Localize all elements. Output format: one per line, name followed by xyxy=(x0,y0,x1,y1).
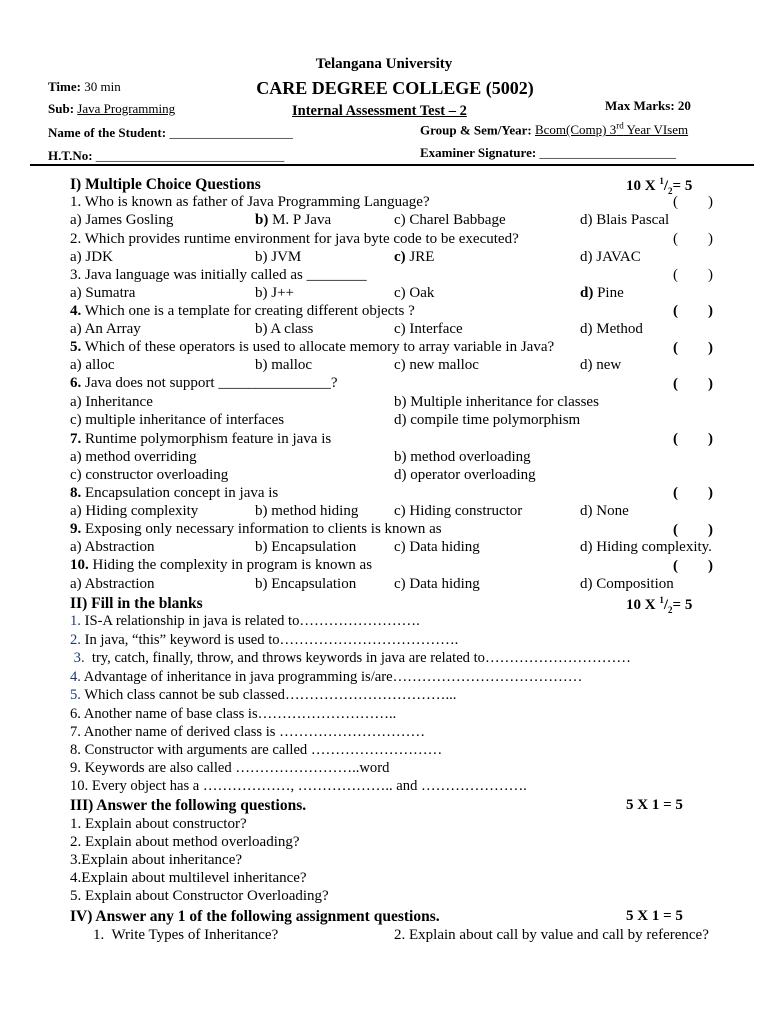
section-4-title: IV) Answer any 1 of the following assignment questions. xyxy=(70,908,440,925)
header-divider xyxy=(30,164,754,166)
mcq-question-6: 6. Java does not support _______________? xyxy=(70,375,338,391)
section-1-marks: 10 X $^1/_2= 5$ xyxy=(626,176,693,196)
mcq-question-3: 3. Java language was initially called as ________ xyxy=(70,267,367,283)
mcq-question-9: 9. Exposing only necessary information to clients is known as xyxy=(70,521,442,537)
fill-item-5: 5. Which class cannot be sub classed……………………………... xyxy=(70,687,457,703)
fill-item-1: 1. IS-A relationship in java is related to……………………. xyxy=(70,613,420,629)
mcq-option-8b: b) method hiding xyxy=(255,503,359,519)
mcq-question-10: 10. Hiding the complexity in program is known as xyxy=(70,557,373,573)
mcq-question-8: 8. Encapsulation concept in java is xyxy=(70,485,279,501)
mcq-answer-box-9[interactable]: ( ) xyxy=(673,522,713,538)
section-2-title: II) Fill in the blanks xyxy=(70,595,203,612)
section-2-marks: 10 X $^1/_2= 5$ xyxy=(626,595,693,615)
mcq-option-6a: a) Inheritance xyxy=(70,394,153,410)
fill-item-10: 10. Every object has a ………………, ……………….. and …………………. xyxy=(70,778,527,794)
fill-item-9: 9. Keywords are also called ……………………..word xyxy=(70,760,390,776)
mcq-option-1a: a) James Gosling xyxy=(70,212,174,228)
mcq-option-7a: a) method overriding xyxy=(70,449,197,465)
mcq-option-4a: a) An Array xyxy=(70,321,141,337)
mcq-option-10a: a) Abstraction xyxy=(70,576,155,592)
mcq-question-4: 4. Which one is a template for creating different objects ? xyxy=(70,303,415,319)
question-item-2: 2. Explain about method overloading? xyxy=(70,834,300,850)
student-name-field xyxy=(48,125,293,141)
group-label: Group & Sem/Year: xyxy=(420,122,532,138)
section-3-title: III) Answer the following questions. xyxy=(70,797,307,814)
mcq-option-3c: c) Oak xyxy=(394,285,435,301)
hall-ticket-blank: _____________________________ xyxy=(95,148,285,163)
group-value: Bcom(Comp) 3rd Year VIsem xyxy=(534,121,689,138)
mcq-answer-box-8[interactable]: ( ) xyxy=(673,485,713,501)
mcq-option-2c: c) JRE xyxy=(394,249,435,265)
time-field xyxy=(48,79,121,95)
mcq-option-5a: a) alloc xyxy=(70,357,115,373)
examiner-signature-field xyxy=(420,145,676,161)
mcq-answer-box-2[interactable]: ( ) xyxy=(673,231,713,247)
mcq-option-8a: a) Hiding complexity xyxy=(70,503,199,519)
mcq-option-3a: a) Sumatra xyxy=(70,285,136,301)
section-3-marks: 5 X 1 = 5 xyxy=(626,797,683,813)
examiner-blank: _____________________ xyxy=(539,145,676,160)
mcq-option-7c: c) constructor overloading xyxy=(70,467,229,483)
mcq-option-2d: d) JAVAC xyxy=(580,249,641,265)
mcq-question-7: 7. Runtime polymorphism feature in java is xyxy=(70,431,332,447)
mcq-question-2: 2. Which provides runtime environment for java byte code to be executed? xyxy=(70,231,519,247)
mcq-option-10b: b) Encapsulation xyxy=(255,576,357,592)
mcq-option-4c: c) Interface xyxy=(394,321,463,337)
mcq-answer-box-4[interactable]: ( ) xyxy=(673,303,713,319)
mcq-answer-box-7[interactable]: ( ) xyxy=(673,431,713,447)
mcq-option-2b: b) JVM xyxy=(255,249,302,265)
fill-item-8: 8. Constructor with arguments are called ……………………… xyxy=(70,742,443,758)
mcq-option-7d: d) operator overloading xyxy=(394,467,536,483)
question-item-1: 1. Explain about constructor? xyxy=(70,816,247,832)
fill-item-2: 2. In java, “this” keyword is used to………………………………. xyxy=(70,632,459,648)
subject-label: Sub: xyxy=(48,101,75,116)
university-name: Telangana University xyxy=(315,56,453,72)
section-4-marks: 5 X 1 = 5 xyxy=(626,908,683,924)
mcq-option-8c: c) Hiding constructor xyxy=(394,503,523,519)
mcq-option-4b: b) A class xyxy=(255,321,314,337)
mcq-option-2a: a) JDK xyxy=(70,249,113,265)
mcq-answer-box-6[interactable]: ( ) xyxy=(673,376,713,392)
group-field xyxy=(420,121,688,138)
examiner-label: Examiner Signature: xyxy=(420,145,537,160)
time-value: 30 min xyxy=(84,79,121,94)
subject-value: Java Programming xyxy=(77,101,176,116)
mcq-option-9c: c) Data hiding xyxy=(394,539,480,555)
time-label: Time: xyxy=(48,79,81,94)
mcq-option-3d: d) Pine xyxy=(580,285,624,301)
fill-item-4: 4. Advantage of inheritance in java programming is/are………………………………… xyxy=(70,669,583,685)
assignment-item-2: 2. Explain about call by value and call by reference? xyxy=(394,927,709,943)
max-marks: Max Marks: 20 xyxy=(605,98,691,113)
mcq-option-9d: d) Hiding complexity. xyxy=(580,539,712,555)
hall-ticket-label: H.T.No: xyxy=(48,148,93,163)
mcq-option-1c: c) Charel Babbage xyxy=(394,212,506,228)
mcq-option-10c: c) Data hiding xyxy=(394,576,480,592)
mcq-answer-box-10[interactable]: ( ) xyxy=(673,558,713,574)
question-item-3: 3.Explain about inheritance? xyxy=(70,852,243,868)
fill-item-3: 3. try, catch, finally, throw, and throws keywords in java are related to………………………… xyxy=(70,650,631,666)
student-name-label: Name of the Student: xyxy=(48,125,167,140)
mcq-option-10d: d) Composition xyxy=(580,576,674,592)
subject-field xyxy=(48,101,175,117)
mcq-option-3b: b) J++ xyxy=(255,285,295,301)
mcq-option-9a: a) Abstraction xyxy=(70,539,155,555)
mcq-question-5: 5. Which of these operators is used to allocate memory to array variable in Java? xyxy=(70,339,555,355)
mcq-option-8d: d) None xyxy=(580,503,629,519)
mcq-option-5c: c) new malloc xyxy=(394,357,479,373)
section-1-title: I) Multiple Choice Questions xyxy=(70,176,261,193)
mcq-answer-box-5[interactable]: ( ) xyxy=(673,340,713,356)
mcq-option-6b: b) Multiple inheritance for classes xyxy=(394,394,599,410)
mcq-option-9b: b) Encapsulation xyxy=(255,539,357,555)
mcq-question-1: 1. Who is known as father of Java Programming Language? xyxy=(70,194,430,210)
mcq-option-1d: d) Blais Pascal xyxy=(580,212,670,228)
fill-item-7: 7. Another name of derived class is ………………………… xyxy=(70,724,426,740)
question-item-4: 4.Explain about multilevel inheritance? xyxy=(70,870,307,886)
mcq-option-6c: c) multiple inheritance of interfaces xyxy=(70,412,285,428)
mcq-option-4d: d) Method xyxy=(580,321,643,337)
mcq-answer-box-1[interactable]: ( ) xyxy=(673,194,713,210)
question-item-5: 5. Explain about Constructor Overloading? xyxy=(70,888,329,904)
student-name-blank: ___________________ xyxy=(169,125,293,140)
fill-item-6: 6. Another name of base class is……………………….. xyxy=(70,706,397,722)
test-title: Internal Assessment Test – 2 xyxy=(292,103,467,119)
mcq-option-5d: d) new xyxy=(580,357,622,373)
mcq-option-1b: b) M. P Java xyxy=(255,212,332,228)
mcq-option-7b: b) method overloading xyxy=(394,449,531,465)
hall-ticket-field xyxy=(48,148,284,164)
mcq-option-5b: b) malloc xyxy=(255,357,313,373)
college-name: CARE DEGREE COLLEGE (5002) xyxy=(256,78,534,98)
mcq-option-6d: d) compile time polymorphism xyxy=(394,412,581,428)
assignment-item-1: 1. Write Types of Inheritance? xyxy=(93,927,279,943)
mcq-answer-box-3[interactable]: ( ) xyxy=(673,267,713,283)
